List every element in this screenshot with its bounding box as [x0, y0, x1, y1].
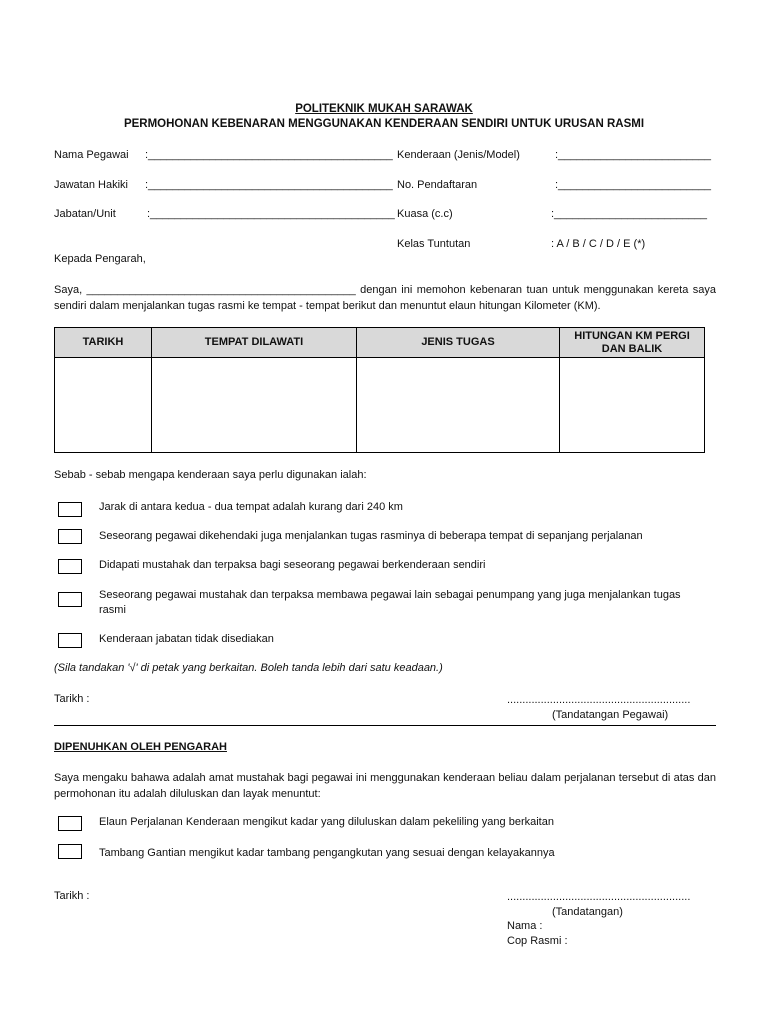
reason-label-1: Jarak di antara kedua - dua tempat adalah kurang dari 240 km [99, 501, 403, 513]
reason-label-4: Seseorang pegawai mustahak dan terpaksa membawa pegawai lain sebagai penumpang yang juga menjalankan tugas rasmi [99, 589, 681, 616]
applicant-date-label: Tarikh : [54, 693, 90, 705]
director-date-label: Tarikh : [54, 890, 90, 902]
institution-title: POLITEKNIK MUKAH SARAWAK [295, 103, 473, 115]
approval-label-2: Tambang Gantian mengikut kadar tambang pengangkutan yang sesuai dengan kelayakannya [99, 847, 555, 859]
field-label-kenderaan: Kenderaan (Jenis/Model) [397, 149, 520, 161]
form-title: PERMOHONAN KEBENARAN MENGGUNAKAN KENDERAAN SENDIRI UNTUK URUSAN RASMI [123, 118, 645, 130]
request-paragraph: Saya, ____________________________________________ dengan ini memohon kebenaran tuan untuk menggunakan kereta saya sendiri dalam menjalankan tugas rasmi ke tempat - tempat berikut dan menuntut elaun hitungan Kilometer (KM). [54, 284, 716, 312]
director-signature-caption: (Tandatangan) [552, 906, 623, 918]
applicant-signature-caption: (Tandatangan Pegawai) [552, 709, 669, 721]
reasons-intro: Sebab - sebab mengapa kenderaan saya perlu digunakan ialah: [54, 469, 367, 481]
approval-checkbox-2[interactable] [58, 844, 82, 859]
cell-jenis-tugas[interactable] [357, 358, 560, 453]
director-stamp-label[interactable]: Cop Rasmi : [507, 935, 568, 947]
reason-label-3: Didapati mustahak dan terpaksa bagi seseorang pegawai berkenderaan sendiri [99, 559, 486, 571]
table-row [55, 358, 705, 453]
director-section-heading: DIPENUHKAN OLEH PENGARAH [54, 741, 227, 753]
column-header-hitungan-km: HITUNGAN KM PERGI DAN BALIK [560, 328, 705, 358]
field-label-kuasa: Kuasa (c.c) [397, 208, 453, 220]
column-header-tarikh: TARIKH [55, 328, 152, 358]
cell-hitungan-km[interactable] [560, 358, 705, 453]
reason-checkbox-4[interactable] [58, 592, 82, 607]
column-header-tempat-dilawati: TEMPAT DILAWATI [152, 328, 357, 358]
column-header-jenis-tugas: JENIS TUGAS [357, 328, 560, 358]
field-value-kelas-tuntutan[interactable]: : A / B / C / D / E (*) [551, 238, 646, 250]
field-line-kenderaan[interactable]: :_________________________ [555, 149, 711, 161]
field-label-nama-pegawai: Nama Pegawai [54, 149, 129, 161]
visits-table [54, 327, 705, 453]
field-label-jawatan-hakiki: Jawatan Hakiki [54, 179, 128, 191]
field-line-jabatan-unit[interactable]: :________________________________________ [147, 208, 395, 220]
field-label-jabatan-unit: Jabatan/Unit [54, 208, 116, 220]
salutation: Kepada Pengarah, [54, 253, 146, 265]
section-divider [54, 725, 716, 726]
reason-checkbox-2[interactable] [58, 529, 82, 544]
director-statement: Saya mengaku bahawa adalah amat mustahak bagi pegawai ini menggunakan kenderaan beliau dalam perjalanan tersebut di atas dan permohonan itu adalah diluluskan dan layak menuntut: [54, 772, 716, 800]
field-line-nama-pegawai[interactable]: :________________________________________ [145, 149, 393, 161]
approval-checkbox-1[interactable] [58, 816, 82, 831]
reason-checkbox-1[interactable] [58, 502, 82, 517]
applicant-signature-line[interactable]: ............................................................ [507, 694, 691, 706]
field-label-no-pendaftaran: No. Pendaftaran [397, 179, 478, 191]
field-line-kuasa[interactable]: :_________________________ [551, 208, 707, 220]
reason-checkbox-3[interactable] [58, 559, 82, 574]
reason-checkbox-5[interactable] [58, 633, 82, 648]
table-header-row [55, 328, 705, 358]
cell-tarikh[interactable] [55, 358, 152, 453]
field-line-no-pendaftaran[interactable]: :_________________________ [555, 179, 711, 191]
director-name-label[interactable]: Nama : [507, 920, 543, 932]
instruction-note: (Sila tandakan '√' di petak yang berkaitan. Boleh tanda lebih dari satu keadaan.) [54, 662, 443, 674]
cell-tempat-dilawati[interactable] [152, 358, 357, 453]
reason-label-2: Seseorang pegawai dikehendaki juga menjalankan tugas rasminya di beberapa tempat di sepanjang perjalanan [99, 530, 643, 542]
director-signature-line[interactable]: ............................................................ [507, 891, 691, 903]
approval-label-1: Elaun Perjalanan Kenderaan mengikut kadar yang diluluskan dalam pekeliling yang berkaitan [99, 816, 554, 828]
field-line-jawatan-hakiki[interactable]: :________________________________________ [145, 179, 393, 191]
field-label-kelas-tuntutan: Kelas Tuntutan [397, 238, 471, 250]
reason-label-5: Kenderaan jabatan tidak disediakan [99, 633, 274, 645]
